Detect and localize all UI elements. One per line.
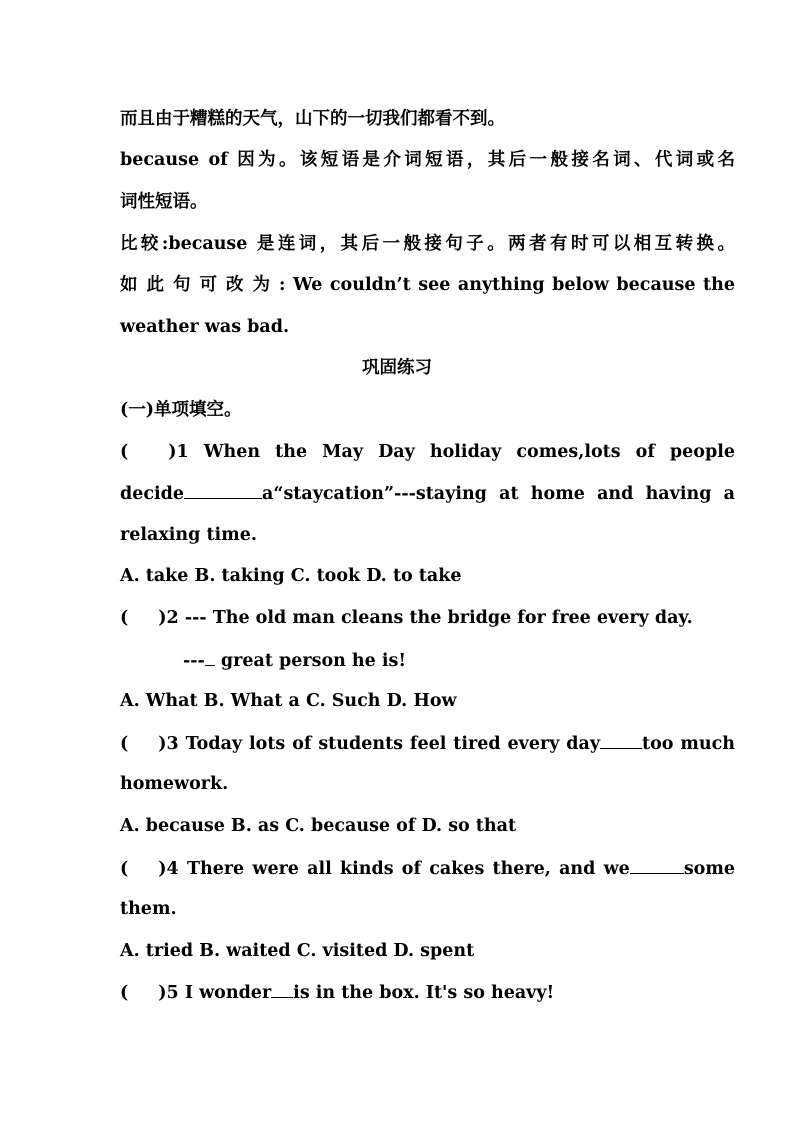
- answer-paren-5[interactable]: (: [120, 983, 129, 1003]
- question-4-line-1: ( )4 There were all kinds of cakes there, and we some: [120, 855, 735, 881]
- question-1-line-2: decide a“staycation”---staying at home and having a: [120, 480, 735, 506]
- answer-paren-1[interactable]: (: [120, 442, 129, 462]
- question-3-line-2: homework.: [120, 774, 229, 794]
- question-5-line-1: ( )5 I wonder is in the box. It's so heavy!: [120, 979, 735, 1005]
- question-2-line-1: [120, 605, 735, 631]
- question-4-options: A. tried B. waited C. visited D. spent: [120, 941, 475, 961]
- question-3-options: A. because B. as C. because of D. so that: [120, 816, 517, 836]
- answer-paren-4[interactable]: (: [120, 859, 129, 879]
- section-subtitle: (一)单项填空。: [120, 400, 242, 420]
- answer-blank-5[interactable]: [271, 979, 293, 998]
- explanation-line-1: 而且由于糟糕的天气，山下的一切我们都看不到。: [120, 109, 505, 129]
- explanation-line-5: 如 此 句 可 改 为 : We couldn’t see anything below because the: [120, 275, 735, 295]
- explanation-line-2: because of 因为。该短语是介词短语，其后一般接名词、代词或名: [120, 150, 735, 170]
- answer-paren-2[interactable]: (: [120, 608, 129, 628]
- question-4-line-2: them.: [120, 899, 177, 919]
- answer-blank-3[interactable]: [600, 730, 642, 749]
- question-2-line-2: --- great person he is!: [183, 647, 794, 673]
- question-1-line-1: [120, 439, 735, 465]
- section-title: 巩固练习: [362, 358, 432, 378]
- question-1-text: )1 When the May Day holiday comes,lots of people: [168, 442, 735, 462]
- answer-blank-2[interactable]: [205, 647, 215, 666]
- question-1-options: A. take B. taking C. took D. to take: [120, 566, 462, 586]
- answer-blank-4[interactable]: [630, 855, 684, 874]
- answer-blank-1[interactable]: [184, 480, 262, 499]
- explanation-line-6: weather was bad.: [120, 317, 290, 337]
- explanation-line-4: 比较:because 是连词，其后一般接句子。两者有时可以相互转换。: [120, 234, 735, 254]
- question-3-line-1: ( )3 Today lots of students feel tired every day too much: [120, 730, 735, 756]
- explanation-line-3: 词性短语。: [120, 192, 208, 212]
- question-1-line-3: relaxing time.: [120, 525, 257, 545]
- answer-paren-3[interactable]: (: [120, 734, 129, 754]
- question-2-options: A. What B. What a C. Such D. How: [120, 691, 457, 711]
- question-2-text: )2 --- The old man cleans the bridge for free every day.: [158, 608, 693, 628]
